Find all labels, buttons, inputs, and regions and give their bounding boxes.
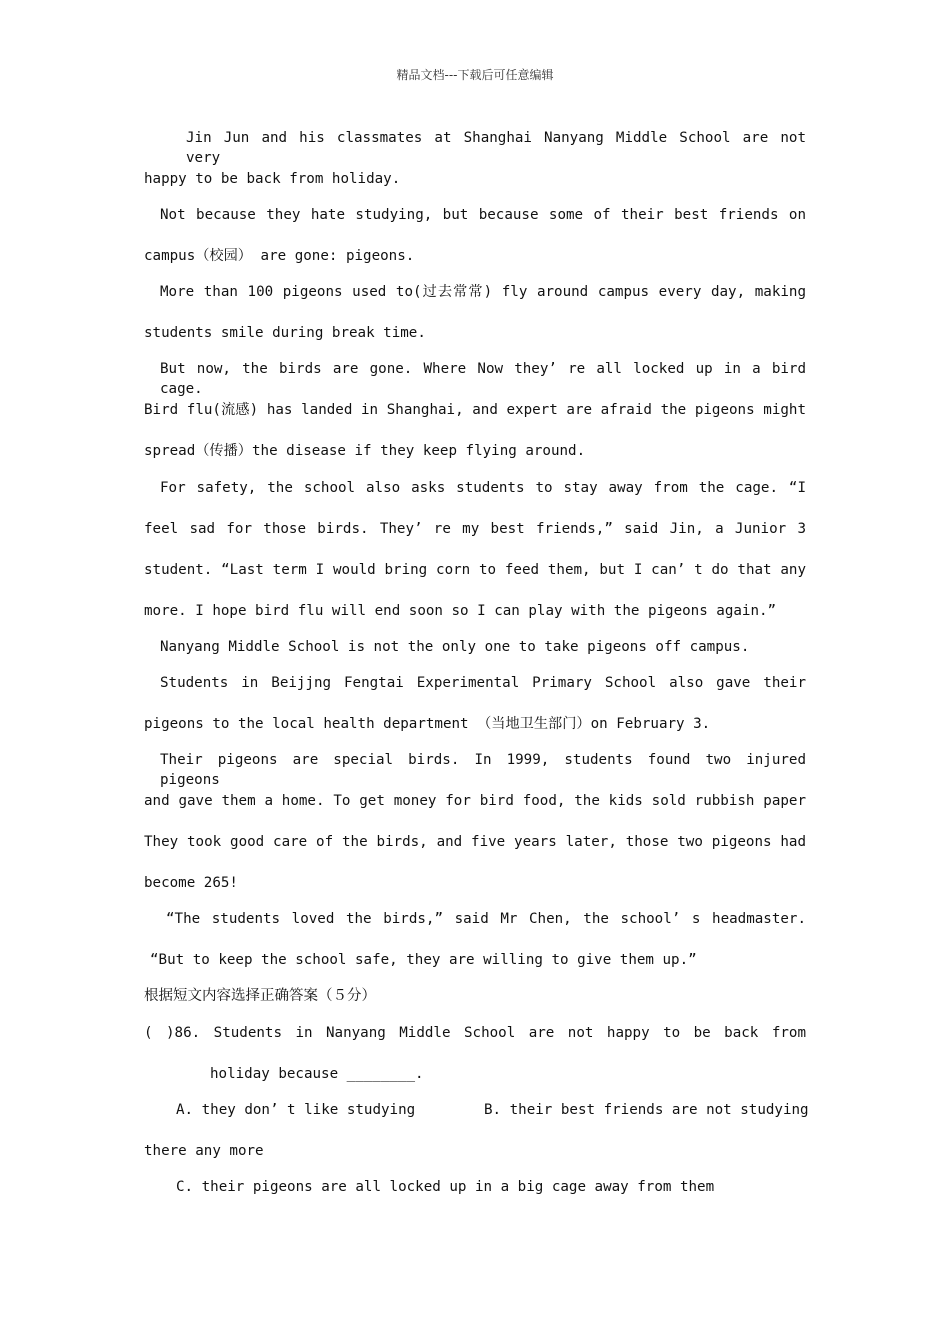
paragraph-line: Bird flu(流感) has landed in Shanghai, and expert are afraid the pigeons might xyxy=(144,402,806,418)
paragraph-line: Jin Jun and his classmates at Shanghai Nanyang Middle School are not very xyxy=(186,130,806,166)
paragraph-line: Their pigeons are special birds. In 1999, students found two injured pigeons xyxy=(160,752,806,788)
option-c: C. their pigeons are all locked up in a big cage away from them xyxy=(176,1179,715,1195)
option-a: A. they don’ t like studying xyxy=(176,1102,416,1118)
paragraph-line: more. I hope bird flu will end soon so I can play with the pigeons again.” xyxy=(144,603,777,619)
paragraph-line: “But to keep the school safe, they are willing to give them up.” xyxy=(150,952,697,968)
paragraph-line: Not because they hate studying, but because some of their best friends on xyxy=(160,207,806,223)
paragraph-line: and gave them a home. To get money for bird food, the kids sold rubbish paper xyxy=(144,793,806,809)
question-86: ( )86. Students in Nanyang Middle School are not happy to be back from xyxy=(144,1025,806,1041)
paragraph-line: happy to be back from holiday. xyxy=(144,171,401,187)
paragraph-line: Students in Beijjng Fengtai Experimental Primary School also gave their xyxy=(160,675,806,691)
paragraph-line: student. “Last term I would bring corn to feed them, but I can’ t do that any xyxy=(144,562,806,578)
paragraph-line: become 265! xyxy=(144,875,238,891)
paragraph-line: For safety, the school also asks students to stay away from the cage. “I xyxy=(160,480,806,496)
page-header: 精品文档---下载后可任意编辑 xyxy=(396,68,554,82)
paragraph-line: “The students loved the birds,” said Mr Chen, the school’ s headmaster. xyxy=(166,911,806,927)
paragraph-line: More than 100 pigeons used to(过去常常) fly around campus every day, making xyxy=(160,284,806,300)
paragraph-line: feel sad for those birds. They’ re my best friends,” said Jin, a Junior 3 xyxy=(144,521,806,537)
option-b-cont: there any more xyxy=(144,1143,264,1159)
section-title: 根据短文内容选择正确答案（５分） xyxy=(144,988,376,1004)
paragraph-line: pigeons to the local health department （当地卫生部门）on February 3. xyxy=(144,716,711,732)
paragraph-line: campus（校园） are gone: pigeons. xyxy=(144,248,415,264)
paragraph-line: They took good care of the birds, and five years later, those two pigeons had xyxy=(144,834,806,850)
paragraph-line: Nanyang Middle School is not the only one to take pigeons off campus. xyxy=(160,639,750,655)
option-b: B. their best friends are not studying xyxy=(484,1102,809,1118)
paragraph-line: spread（传播）the disease if they keep flying around. xyxy=(144,443,586,459)
question-86-cont: holiday because ________. xyxy=(210,1066,424,1082)
paragraph-line: students smile during break time. xyxy=(144,325,426,341)
paragraph-line: But now, the birds are gone. Where Now they’ re all locked up in a bird cage. xyxy=(160,361,806,397)
